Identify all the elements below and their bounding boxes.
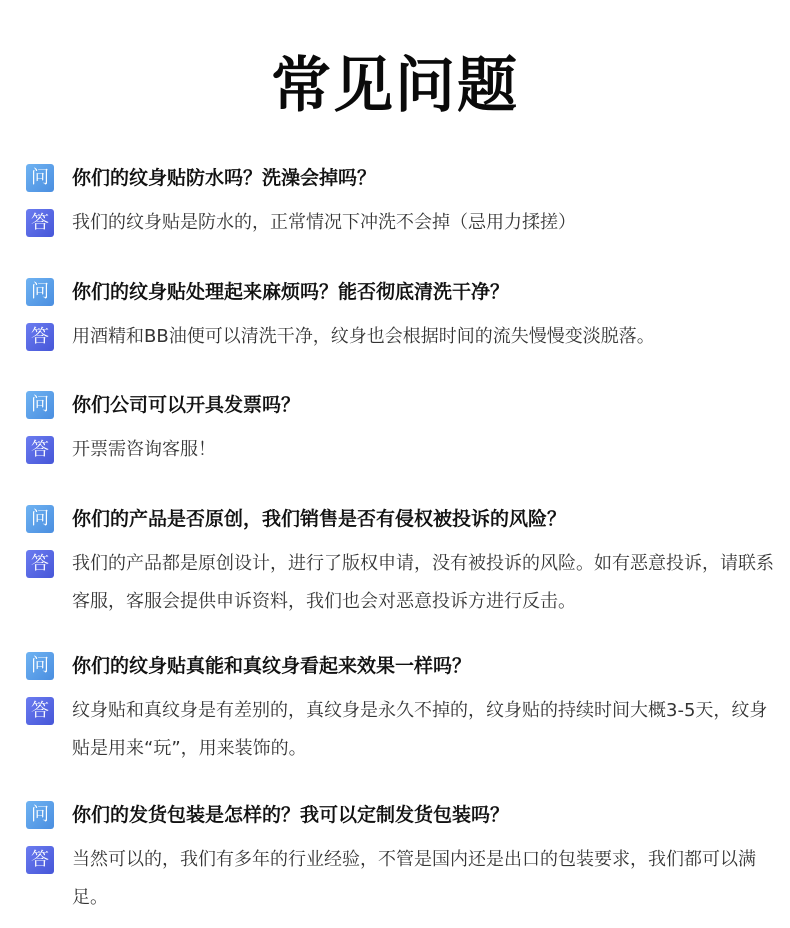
- question-badge: 问: [26, 801, 54, 829]
- answer-text: 我们的产品都是原创设计，进行了版权申请，没有被投诉的风险。如有恶意投诉，请联系客服，客服会提供申诉资料，我们也会对恶意投诉方进行反击。: [72, 553, 774, 612]
- answer-badge: 答: [26, 697, 54, 725]
- question-row: [26, 652, 776, 680]
- answer-text: 当然可以的，我们有多年的行业经验，不管是国内还是出口的包装要求，我们都可以满足。: [72, 849, 756, 908]
- faq-item: [26, 278, 776, 356]
- answer-row: [26, 545, 776, 621]
- question-badge: 问: [26, 391, 54, 419]
- faq-item: [26, 164, 776, 242]
- faq-item: [26, 391, 776, 469]
- faq-item: [26, 505, 776, 621]
- question-text: 你们的发货包装是怎样的？我可以定制发货包装吗？: [72, 804, 510, 826]
- answer-badge: 答: [26, 550, 54, 578]
- answer-badge: 答: [26, 323, 54, 351]
- question-text: 你们的纹身贴真能和真纹身看起来效果一样吗？: [72, 655, 472, 677]
- answer-text: 用酒精和BB油便可以清洗干净，纹身也会根据时间的流失慢慢变淡脱落。: [72, 326, 655, 347]
- question-text: 你们的纹身贴防水吗？洗澡会掉吗？: [72, 167, 377, 189]
- question-badge: 问: [26, 652, 54, 680]
- question-row: [26, 801, 776, 829]
- answer-text: 开票需咨询客服！: [72, 439, 216, 460]
- answer-row: [26, 204, 776, 242]
- question-badge: 问: [26, 164, 54, 192]
- question-row: [26, 391, 776, 419]
- answer-row: [26, 692, 776, 768]
- faq-item: [26, 652, 776, 768]
- question-text: 你们的产品是否原创，我们销售是否有侵权被投诉的风险？: [72, 508, 567, 530]
- answer-row: [26, 841, 776, 917]
- page-title: 常见问题: [271, 51, 519, 121]
- answer-row: [26, 318, 776, 356]
- question-text: 你们的纹身贴处理起来麻烦吗？能否彻底清洗干净？: [72, 281, 510, 303]
- answer-row: [26, 431, 776, 469]
- answer-badge: 答: [26, 846, 54, 874]
- answer-badge: 答: [26, 209, 54, 237]
- question-text: 你们公司可以开具发票吗？: [72, 394, 301, 416]
- answer-text: 纹身贴和真纹身是有差别的，真纹身是永久不掉的，纹身贴的持续时间大概3-5天，纹身贴是用来“玩”，用来装饰的。: [72, 700, 768, 759]
- question-badge: 问: [26, 505, 54, 533]
- question-row: [26, 278, 776, 306]
- question-row: [26, 505, 776, 533]
- faq-item: [26, 801, 776, 917]
- question-badge: 问: [26, 278, 54, 306]
- answer-text: 我们的纹身贴是防水的，正常情况下冲洗不会掉（忌用力揉搓）: [72, 212, 576, 233]
- question-row: [26, 164, 776, 192]
- answer-badge: 答: [26, 436, 54, 464]
